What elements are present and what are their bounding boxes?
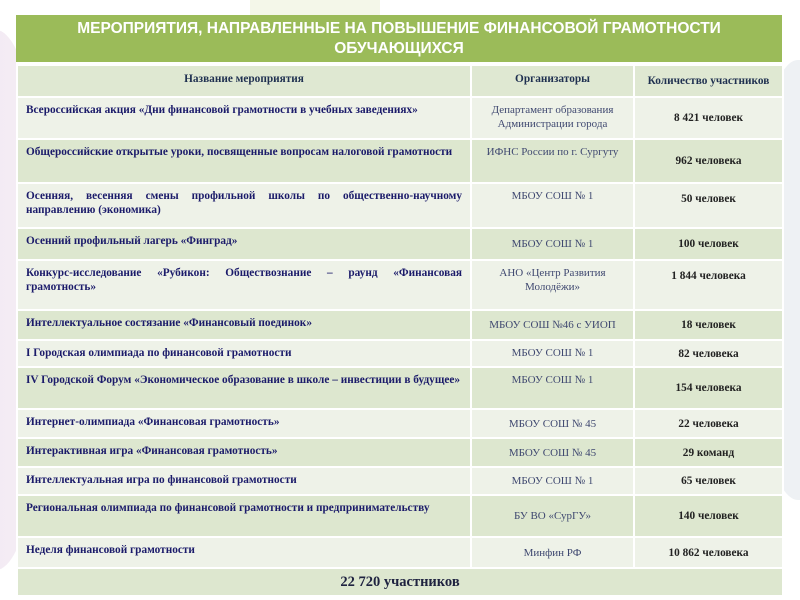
event-organizer: БУ ВО «СурГУ» [471, 495, 634, 537]
event-organizer: Департамент образования Администрации города [471, 97, 634, 139]
table-row [17, 310, 783, 340]
table-row [17, 228, 783, 260]
table-header-row [17, 65, 783, 97]
event-name: Осенняя, весенняя смены профильной школы по общественно-научному направлению (экономика) [17, 183, 471, 228]
event-organizer: ИФНС России по г. Сургуту [471, 139, 634, 183]
event-organizer: МБОУ СОШ № 1 [471, 183, 634, 228]
events-table [16, 64, 784, 597]
event-organizer: МБОУ СОШ № 45 [471, 438, 634, 467]
event-name: Региональная олимпиада по финансовой грамотности и предпринимательству [17, 495, 471, 537]
event-participants: 65 человек [634, 467, 783, 495]
background-decoration-top [250, 0, 380, 15]
table-row [17, 340, 783, 367]
event-participants: 18 человек [634, 310, 783, 340]
event-organizer: МБОУ СОШ №46 с УИОП [471, 310, 634, 340]
event-name: Конкурс-исследование «Рубикон: Обществознание – раунд «Финансовая грамотность» [17, 260, 471, 310]
event-participants: 50 человек [634, 183, 783, 228]
event-name: Интеллектуальное состязание «Финансовый поединок» [17, 310, 471, 340]
event-name: Неделя финансовой грамотности [17, 537, 471, 568]
table-row [17, 409, 783, 438]
event-participants: 140 человек [634, 495, 783, 537]
event-participants: 82 человека [634, 340, 783, 367]
event-name: Интерактивная игра «Финансовая грамотность» [17, 438, 471, 467]
event-name: Интеллектуальная игра по финансовой грамотности [17, 467, 471, 495]
slide [16, 15, 782, 597]
event-participants: 29 команд [634, 438, 783, 467]
event-participants: 8 421 человек [634, 97, 783, 139]
event-name: Осенний профильный лагерь «Финград» [17, 228, 471, 260]
event-name: IV Городской Форум «Экономическое образование в школе – инвестиции в будущее» [17, 367, 471, 409]
table-row [17, 183, 783, 228]
title-line-2: ОБУЧАЮЩИХСЯ [334, 40, 464, 57]
event-name: I Городская олимпиада по финансовой грамотности [17, 340, 471, 367]
table-row [17, 438, 783, 467]
event-participants: 154 человека [634, 367, 783, 409]
column-header-participants: Количество участников [634, 65, 783, 97]
column-header-organizers: Организаторы [471, 65, 634, 97]
table-row [17, 139, 783, 183]
event-participants: 1 844 человека [634, 260, 783, 310]
event-organizer: МБОУ СОШ № 1 [471, 367, 634, 409]
total-participants: 22 720 участников [17, 568, 783, 596]
table-row [17, 495, 783, 537]
event-name: Интернет-олимпиада «Финансовая грамотность» [17, 409, 471, 438]
table-row [17, 367, 783, 409]
event-organizer: МБОУ СОШ № 1 [471, 467, 634, 495]
event-name: Общероссийские открытые уроки, посвященные вопросам налоговой грамотности [17, 139, 471, 183]
table-row [17, 260, 783, 310]
event-participants: 100 человек [634, 228, 783, 260]
event-organizer: Минфин РФ [471, 537, 634, 568]
table-total-row [17, 568, 783, 596]
title-line-1: МЕРОПРИЯТИЯ, НАПРАВЛЕННЫЕ НА ПОВЫШЕНИЕ ФИНАНСОВОЙ ГРАМОТНОСТИ [77, 20, 721, 37]
event-organizer: АНО «Центр Развития Молодёжи» [471, 260, 634, 310]
page-title [16, 15, 782, 64]
table-row [17, 537, 783, 568]
event-name: Всероссийская акция «Дни финансовой грамотности в учебных заведениях» [17, 97, 471, 139]
event-participants: 22 человека [634, 409, 783, 438]
event-participants: 962 человека [634, 139, 783, 183]
event-organizer: МБОУ СОШ № 1 [471, 340, 634, 367]
table-row [17, 97, 783, 139]
event-organizer: МБОУ СОШ № 1 [471, 228, 634, 260]
event-participants: 10 862 человека [634, 537, 783, 568]
event-organizer: МБОУ СОШ № 45 [471, 409, 634, 438]
table-row [17, 467, 783, 495]
column-header-name: Название мероприятия [17, 65, 471, 97]
